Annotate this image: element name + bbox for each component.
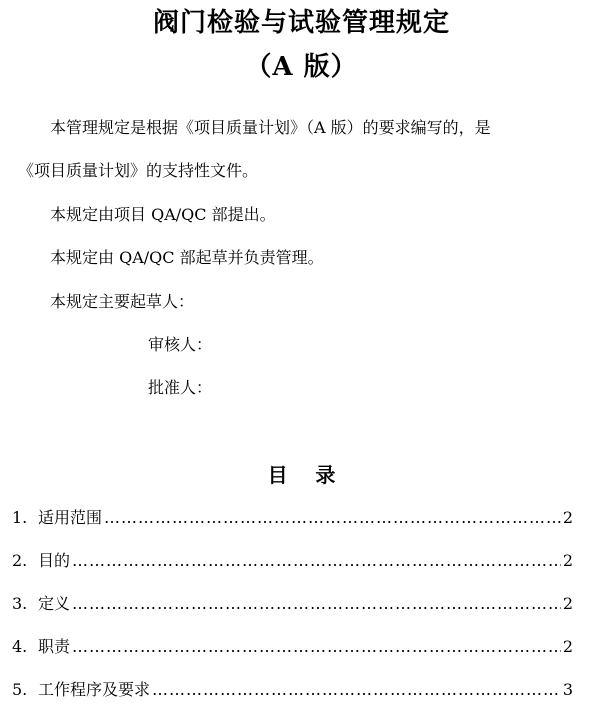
intro-paragraph-line-2: 《项目质量计划》的支持性文件。 (18, 161, 259, 180)
toc-item[interactable] (12, 550, 573, 572)
toc-item-page: 3 (562, 680, 573, 699)
toc-item-page: 2 (562, 551, 573, 570)
main-drafter-label: 本规定主要起草人： (50, 292, 195, 311)
toc-item-number: 4. (12, 637, 28, 656)
toc-item-label: 工作程序及要求 (38, 680, 151, 699)
toc-item-label: 职责 (38, 637, 71, 656)
toc-item-page: 2 (562, 637, 573, 656)
toc-leader-dots (72, 593, 561, 615)
toc-item-page: 2 (562, 508, 573, 527)
toc-item[interactable] (12, 679, 573, 701)
toc-heading: 目 录 (267, 463, 336, 487)
toc-item[interactable] (12, 593, 573, 615)
reviewer-label: 审核人： (148, 335, 213, 354)
toc-item-number: 3. (12, 594, 28, 613)
toc-item-number: 5. (12, 680, 28, 699)
document-version: （A 版） (245, 52, 358, 82)
toc-leader-dots (72, 636, 561, 658)
toc-item[interactable] (12, 507, 573, 529)
intro-paragraph-line-1: 本管理规定是根据《项目质量计划》（A 版）的要求编写的，是 (50, 118, 491, 137)
toc-leader-dots (72, 550, 561, 572)
toc-leader-dots (152, 679, 561, 701)
document-title: 阀门检验与试验管理规定 (152, 8, 450, 38)
approver-label: 批准人： (148, 378, 213, 397)
toc-item[interactable] (12, 636, 573, 658)
toc-item-page: 2 (562, 594, 573, 613)
drafted-by-statement: 本规定由 QA/QC 部起草并负责管理。 (50, 248, 324, 267)
toc-item-label: 适用范围 (38, 508, 103, 527)
proposed-by-statement: 本规定由项目 QA/QC 部提出。 (50, 205, 276, 224)
toc-item-label: 目的 (38, 551, 71, 570)
toc-item-number: 2. (12, 551, 28, 570)
toc-item-label: 定义 (38, 594, 71, 613)
toc-item-number: 1. (12, 508, 28, 527)
toc-leader-dots (104, 507, 561, 529)
